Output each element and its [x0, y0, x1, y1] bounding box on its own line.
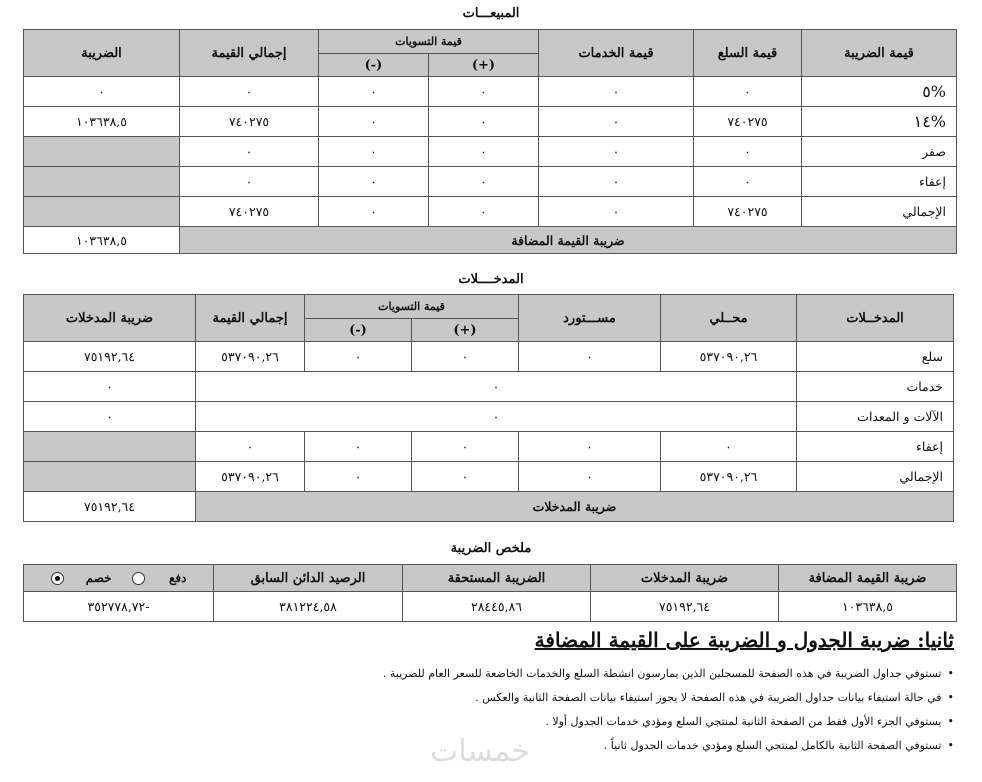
- list-item: • يستوفي الجزء الأول فقط من الصفحة الثانية لمنتجي السلع ومؤدي خدمات الجدول أولا .: [24, 712, 954, 736]
- section2-heading: ثانيا: ضريبة الجدول و الضريبة على القيمة المضافة: [534, 628, 954, 652]
- pay-radio[interactable]: [132, 572, 145, 585]
- vat-footer-label: ضريبة القيمة المضافة: [180, 227, 957, 254]
- header-tax: الضريبة: [24, 30, 180, 77]
- cell-total: ٧٤٠٢٧٥: [180, 107, 319, 137]
- header-plus: (+): [429, 54, 539, 77]
- header-adjustments: قيمة التسويات: [319, 30, 539, 54]
- header-input-tax: ضريبة المدخلات: [24, 295, 196, 342]
- table-row: [24, 432, 954, 462]
- summary-result-value: -٣٥٢٧٧٨,٧٢: [24, 592, 214, 622]
- cell-services[interactable]: ٠: [539, 167, 694, 197]
- header-minus: (-): [305, 319, 412, 342]
- table-row: [24, 77, 957, 107]
- inputs-table: [23, 294, 954, 522]
- row-label: خدمات: [797, 372, 954, 402]
- cell-plus[interactable]: ٠: [429, 77, 539, 107]
- cell-services: ٠: [539, 197, 694, 227]
- cell-local: ٥٣٧٠٩٠,٢٦: [661, 462, 797, 492]
- header-prev-credit: الرصيد الدائن السابق: [214, 565, 403, 592]
- cell-imported[interactable]: ٠: [519, 342, 661, 372]
- header-goods: قيمة السلع: [694, 30, 802, 77]
- table-row: [24, 342, 954, 372]
- cell-imported: ٠: [519, 462, 661, 492]
- inputs-title: المدخــــلات: [458, 272, 524, 287]
- header-services: قيمة الخدمات: [539, 30, 694, 77]
- cell-tax-disabled: [24, 197, 180, 227]
- cell-tax: ٠: [24, 77, 180, 107]
- header-adjustments: قيمة التسويات: [305, 295, 519, 319]
- summary-due-tax-value: ٢٨٤٤٥,٨٦: [403, 592, 591, 622]
- row-label: الآلات و المعدات: [797, 402, 954, 432]
- summary-vat-value: ١٠٣٦٣٨,٥: [779, 592, 957, 622]
- list-item: • تستوفي الصفحة الثانية بالكامل لمنتجي السلع ومؤدي خدمات الجدول ثانياً .: [24, 736, 954, 760]
- deduct-label: خصم: [85, 571, 112, 585]
- row-label: الإجمالي: [797, 462, 954, 492]
- cell-minus[interactable]: ٠: [319, 167, 429, 197]
- row-label: الإجمالي: [802, 197, 957, 227]
- deduct-radio[interactable]: [51, 572, 64, 585]
- header-input-tax: ضريبة المدخلات: [591, 565, 779, 592]
- summary-title: ملخص الضريبة: [450, 541, 532, 556]
- list-item: • في حالة استيفاء بيانات جداول الضريبة في هذه الصفحة لا يجوز استيفاء بيانات الصفحة الثانية والعكس .: [24, 688, 954, 712]
- header-tax-rate: قيمة الضريبة: [802, 30, 957, 77]
- cell-plus: ٠: [429, 197, 539, 227]
- cell-tax: ٠: [24, 372, 196, 402]
- cell-minus[interactable]: ٠: [319, 137, 429, 167]
- cell-local[interactable]: ٠: [196, 402, 797, 432]
- table-row: [24, 197, 957, 227]
- row-label: صفر: [802, 137, 957, 167]
- table-row: [24, 167, 957, 197]
- cell-minus: ٠: [319, 197, 429, 227]
- cell-services[interactable]: ٠: [539, 107, 694, 137]
- cell-local[interactable]: ٥٣٧٠٩٠,٢٦: [661, 342, 797, 372]
- cell-goods[interactable]: ٠: [694, 167, 802, 197]
- vat-footer-value: ١٠٣٦٣٨,٥: [24, 227, 180, 254]
- header-due-tax: الضريبة المستحقة: [403, 565, 591, 592]
- cell-goods[interactable]: ٠: [694, 77, 802, 107]
- cell-minus[interactable]: ٠: [319, 77, 429, 107]
- cell-plus: ٠: [412, 462, 519, 492]
- cell-plus[interactable]: ٠: [412, 432, 519, 462]
- cell-tax: ٧٥١٩٢,٦٤: [24, 342, 196, 372]
- header-minus: (-): [319, 54, 429, 77]
- cell-total: ٥٣٧٠٩٠,٢٦: [196, 342, 305, 372]
- input-tax-footer-value: ٧٥١٩٢,٦٤: [24, 492, 196, 522]
- watermark: خمسات: [430, 734, 531, 769]
- cell-tax-disabled: [24, 462, 196, 492]
- header-local: محــلي: [661, 295, 797, 342]
- cell-total: ٥٣٧٠٩٠,٢٦: [196, 462, 305, 492]
- row-label: %٥: [802, 77, 957, 107]
- deduct-option[interactable]: [51, 571, 112, 585]
- cell-tax: ٠: [24, 402, 196, 432]
- sales-title: المبيعـــات: [462, 6, 520, 21]
- cell-total: ٠: [180, 167, 319, 197]
- cell-services[interactable]: ٠: [539, 137, 694, 167]
- cell-goods[interactable]: ٠: [694, 137, 802, 167]
- cell-plus[interactable]: ٠: [429, 167, 539, 197]
- cell-total: ٠: [196, 432, 305, 462]
- sales-table: [23, 29, 957, 254]
- table-row: [24, 107, 957, 137]
- row-label: سلع: [797, 342, 954, 372]
- cell-plus[interactable]: ٠: [412, 342, 519, 372]
- header-vat: ضريبة القيمة المضافة: [779, 565, 957, 592]
- cell-local[interactable]: ٠: [661, 432, 797, 462]
- cell-imported[interactable]: ٠: [519, 432, 661, 462]
- list-item: • تستوفي جداول الضريبة في هذه الصفحة للمسجلين الذين يمارسون انشطة السلع والخدمات الخاضعة للسعر العام للضريبة .: [24, 664, 954, 688]
- cell-plus[interactable]: ٠: [429, 137, 539, 167]
- pay-option[interactable]: [132, 571, 187, 585]
- header-plus: (+): [412, 319, 519, 342]
- table-row: [24, 137, 957, 167]
- summary-input-tax-value: ٧٥١٩٢,٦٤: [591, 592, 779, 622]
- cell-total: ٠: [180, 77, 319, 107]
- row-label: إعفاء: [797, 432, 954, 462]
- cell-minus[interactable]: ٠: [305, 342, 412, 372]
- cell-total: ٠: [180, 137, 319, 167]
- cell-goods[interactable]: ٧٤٠٢٧٥: [694, 107, 802, 137]
- cell-plus[interactable]: ٠: [429, 107, 539, 137]
- cell-services[interactable]: ٠: [539, 77, 694, 107]
- cell-total: ٧٤٠٢٧٥: [180, 197, 319, 227]
- header-inputs: المدخــلات: [797, 295, 954, 342]
- cell-local[interactable]: ٠: [196, 372, 797, 402]
- input-tax-footer-label: ضريبة المدخلات: [196, 492, 954, 522]
- cell-tax-disabled: [24, 137, 180, 167]
- cell-tax-disabled: [24, 167, 180, 197]
- cell-tax-disabled: [24, 432, 196, 462]
- cell-minus: ٠: [305, 462, 412, 492]
- pay-label: دفع: [168, 571, 187, 585]
- header-imported: مســـتورد: [519, 295, 661, 342]
- table-row: [24, 402, 954, 432]
- header-total-value: إجمالي القيمة: [180, 30, 319, 77]
- header-total-value: إجمالي القيمة: [196, 295, 305, 342]
- table-row: [24, 462, 954, 492]
- row-label: %١٤: [802, 107, 957, 137]
- cell-goods: ٧٤٠٢٧٥: [694, 197, 802, 227]
- cell-tax: ١٠٣٦٣٨,٥: [24, 107, 180, 137]
- table-row: [24, 372, 954, 402]
- summary-prev-credit-value[interactable]: ٣٨١٢٢٤,٥٨: [214, 592, 403, 622]
- cell-minus[interactable]: ٠: [319, 107, 429, 137]
- row-label: إعفاء: [802, 167, 957, 197]
- payment-mode-group: [24, 565, 214, 592]
- cell-minus[interactable]: ٠: [305, 432, 412, 462]
- summary-table: [23, 564, 957, 622]
